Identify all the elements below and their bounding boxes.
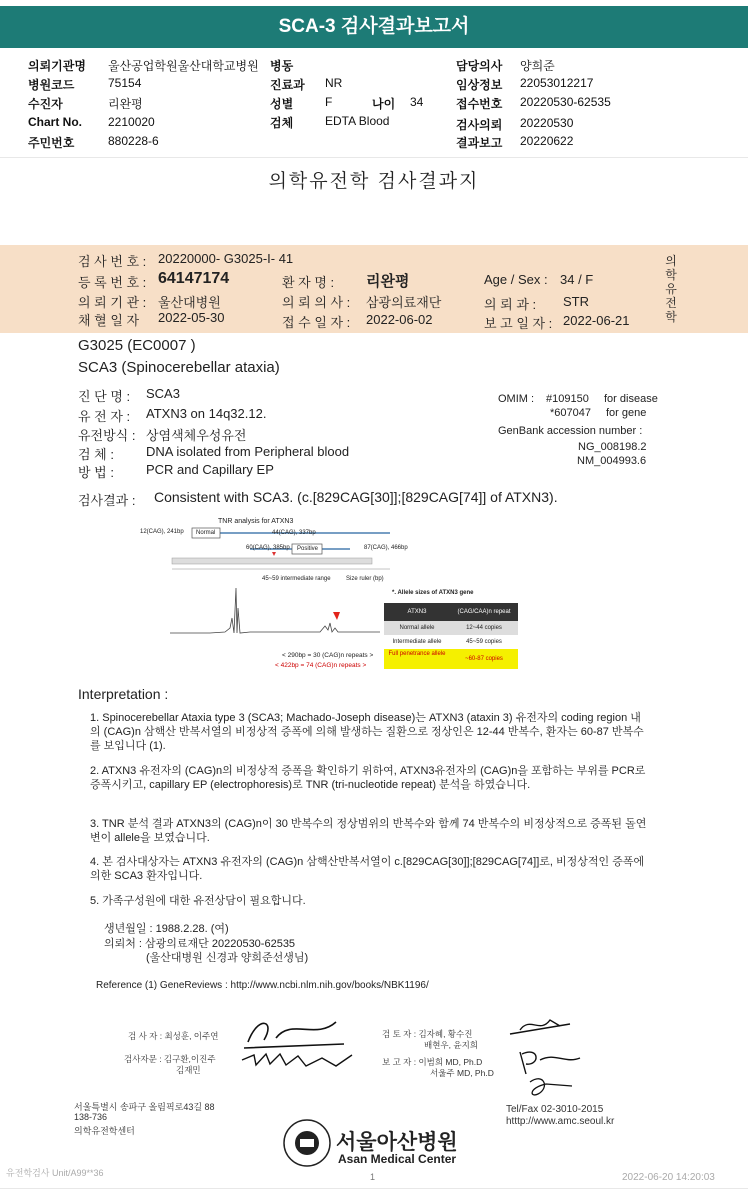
address-line-2: 138-736 [74,1112,108,1122]
allele-type: Intermediate allele [392,639,442,645]
band-draw-label: 채 혈 일 자 [78,313,140,328]
allele-copies: 45~59 copies [466,639,502,645]
label-dept: 진료과 [270,78,305,92]
peak-expanded-label: < 422bp = 74 (CAG)n repeats > [275,662,367,669]
omim-gene-note: for gene [606,407,647,419]
band-doctor: 삼광의료재단 [366,295,442,310]
reporter-label: 보 고 자 : 이범희 MD, Ph.D [382,1057,483,1067]
band-report-date: 2022-06-21 [563,313,630,328]
label-chart: Chart No. [28,115,82,129]
reviewer-label-2: 배현우, 윤지희 [424,1040,478,1050]
band-patient: 리완평 [366,273,410,290]
allele-head-1: ATXN3 [407,609,427,615]
interpretation-item: 5. 가족구성원에 대한 유전상담이 필요합니다. [90,895,306,907]
address-line-3: 의학유전학센터 [74,1126,135,1136]
interpretation-item: 4. 본 검사대상자는 ATXN3 유전자의 (CAG)n 삼핵산반복서열이 c.[829CAG[30]];[829CAG[74]]로, 비정상적인 증폭에 의한 SCA3 환자입니다. [90,856,645,882]
result-text: Consistent with SCA3. (c.[829CAG[30]];[829CAG[74]] of ATXN3). [154,489,558,505]
field-value: ATXN3 on 14q32.12. [146,406,267,421]
value-dept: NR [325,76,343,90]
interpretation-item: 1. Spinocerebellar Ataxia type 3 (SCA3; Machado-Joseph disease)는 ATXN3 (ataxin 3) 유전자의 coding region 내의 (CAG)n 삼핵산 반복서열의 비정상적 증폭에 의해 발생하는 질환으로 정상인은 12-44 반복수, 환자는 60-87 반복수를 보입니다 (1). [90,712,644,752]
band-inst-label: 의 뢰 기 관 : [78,295,147,310]
field-label: 진 단 명 : [78,389,131,404]
value-ssn: 880228-6 [108,134,159,148]
allele-head-2: (CAG/CAA)n repeat [457,609,511,615]
value-inst: 울산공업학원울산대학교병원 [108,59,259,73]
band-agesex-label: Age / Sex : [484,272,548,287]
table-row [384,649,518,669]
omim-disease-no: #109150 [546,393,589,405]
interpretation-item: 2. ATXN3 유전자의 (CAG)n의 비정상적 증폭을 확인하기 위하여, ATXN3유전자의 (CAG)n을 포함하는 부위를 PCR로 증폭시키고, capillary EP (electrophoresis)로 TNR (tri-nucleotide repeat) 분석을 하였습니다. [90,765,646,791]
allele-table-title: *. Allele sizes of ATXN3 gene [392,590,474,596]
field-label: 유전방식 : [78,428,136,443]
band-regno-label: 등 록 번 호 : [78,275,147,290]
label-resultdate: 결과보고 [456,136,503,150]
value-receipt: 20220530-62535 [520,95,611,109]
client-info: 의뢰처 : 삼광의료재단 20220530-62535 [104,938,296,950]
peak-arrow [333,612,340,620]
asan-foundation-logo-icon [282,1118,332,1168]
omim-gene-no: *607047 [550,407,591,419]
band-inst: 울산대병원 [158,295,221,310]
value-specimen: EDTA Blood [325,114,390,128]
genbank-label: GenBank accession number : [498,425,643,437]
disease-name: SCA3 (Spinocerebellar ataxia) [78,359,280,376]
positive-right-label: 87(CAG), 466bp [364,545,408,551]
figure-title: TNR analysis for ATXN3 [218,518,294,525]
signature-marks-right [500,1012,590,1107]
footer-page: 1 [370,1172,376,1182]
band-recv-date: 2022-06-02 [366,312,433,327]
hospital-logo-korean: 서울아산병원 [336,1131,458,1154]
band-draw-date: 2022-05-30 [158,310,225,325]
range-label: 45~59 intermediate range [262,576,331,582]
ruler-label: Size ruler (bp) [346,576,384,582]
value-patient: 리완평 [108,97,143,111]
label-age: 나이 [372,97,396,111]
band-dept: STR [563,294,589,309]
field-label: 유 전 자 : [78,409,131,424]
band-testno: 20220000- G3025-I- 41 [158,251,294,266]
positive-box-label: Positive [297,546,319,552]
homepage-url: htttp://www.amc.seoul.kr [506,1116,615,1127]
genbank-acc2: NM_004993.6 [577,455,647,467]
tester-label: 검 사 자 : 최성훈, 이주연 [128,1031,219,1041]
label-receipt: 접수번호 [456,97,503,111]
label-ward: 병동 [270,59,294,73]
normal-left-label: 12(CAG), 241bp [140,529,184,535]
label-patient: 수진자 [28,97,63,111]
band-vertical-label: 의학유전학 [665,254,677,324]
band-recv-label: 접 수 일 자 : [282,315,351,330]
allele-copies: ~60-87 copies [465,656,503,662]
advisor-label: 검사자문 : 김구환,이진주 [124,1054,216,1064]
reporter-label-2: 서울주 MD, Ph.D [430,1068,494,1078]
label-specimen: 검체 [270,116,294,130]
result-label: 검사결과 : [78,493,136,508]
allele-table [384,603,518,669]
positive-left-label: 60(CAG), 385bp [246,545,290,551]
band-patient-label: 환 자 명 : [282,275,335,290]
footer-unit: 유전학검사 Unit/A99**36 [6,1168,104,1178]
signature-marks-left [236,1010,366,1070]
value-resultdate: 20220622 [520,134,574,148]
footer-timestamp: 2022-06-20 14:20:03 [622,1172,715,1183]
address-line-1: 서울특별시 송파구 올림픽로43길 88 [74,1102,215,1112]
field-label: 검 체 : [78,447,114,462]
field-value: DNA isolated from Peripheral blood [146,444,350,459]
value-chart: 2210020 [108,115,155,129]
allele-table-header [384,603,518,621]
genbank-acc1: NG_008198.2 [578,441,647,453]
label-request: 검사의뢰 [456,118,503,132]
label-hcode: 병원코드 [28,78,75,92]
hospital-logo-english: Asan Medical Center [338,1152,457,1166]
value-sex: F [325,95,333,109]
birth-date: 생년월일 : 1988.2.28. (여) [104,923,229,935]
allele-type: Normal allele [399,625,435,631]
table-row [384,635,518,649]
ruler-bar [172,558,372,564]
label-doctor: 담당의사 [456,59,503,73]
allele-type: Full penetrance allele [388,651,446,657]
label-ssn: 주민번호 [28,136,75,150]
omim-disease-note: for disease [604,393,658,405]
field-value: PCR and Capillary EP [146,462,274,477]
reference: Reference (1) GeneReviews : http://www.ncbi.nlm.nih.gov/books/NBK1196/ [96,980,429,991]
normal-box-label: Normal [196,530,216,536]
allele-copies: 12~44 copies [466,625,502,631]
band-testno-label: 검 사 번 호 : [78,254,147,269]
normal-right-label: 44(CAG), 337bp [272,530,316,536]
table-row [384,621,518,635]
tel-fax: Tel/Fax 02-3010-2015 [506,1104,604,1115]
band-dept-label: 의 뢰 과 : [484,297,537,312]
electropherogram [170,578,380,638]
trace-line [170,588,380,633]
value-clinical: 22053012217 [520,76,594,90]
field-value: SCA3 [146,386,180,401]
document-title: 의학유전학 검사결과지 [268,171,480,192]
interpretation-item: 3. TNR 분석 결과 ATXN3의 (CAG)n이 30 반복수의 정상범위의 반복수와 함께 74 반복수의 비정상적으로 증폭된 돌연변이 allele을 보였습니다. [90,818,647,844]
peak-normal-label: < 290bp = 30 (CAG)n repeats > [282,652,374,659]
value-age: 34 [410,95,424,109]
interpretation-title: Interpretation : [78,686,169,702]
reviewer-label: 검 토 자 : 김자혜, 황수진 [382,1029,473,1039]
test-code: G3025 (EC0007 ) [78,337,196,354]
label-clinical: 임상정보 [456,78,503,92]
client-info-2: (울산대병원 신경과 양희준선생님) [146,952,309,964]
report-title: SCA-3 검사결과보고서 [0,6,748,48]
label-sex: 성별 [270,97,294,111]
value-request: 20220530 [520,116,574,130]
band-doctor-label: 의 뢰 의 사 : [282,295,351,310]
band-agesex: 34 / F [560,272,594,287]
label-inst: 의뢰기관명 [28,59,86,73]
value-hcode: 75154 [108,76,142,90]
omim-label: OMIM : [498,393,535,405]
field-label: 방 법 : [78,465,114,480]
band-report-label: 보 고 일 자 : [484,316,553,331]
advisor-label-2: 김재민 [176,1065,201,1075]
band-regno: 64147174 [158,270,230,287]
field-value: 상염색체우성유전 [146,428,247,443]
value-doctor: 양희준 [520,59,555,73]
marker-triangle [272,552,276,556]
